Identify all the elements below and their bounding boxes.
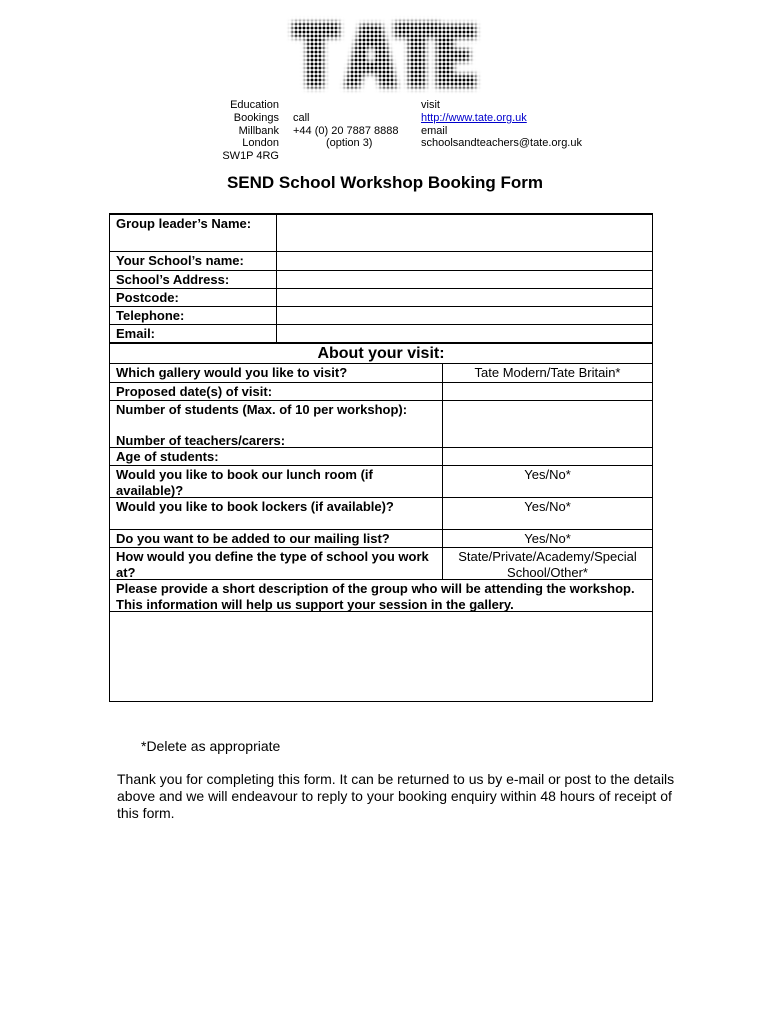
age-field[interactable] — [443, 448, 652, 465]
lunch-answer[interactable]: Yes/No* — [524, 467, 571, 482]
gallery-question: Which gallery would you like to visit? — [110, 364, 443, 382]
postcode-label: Postcode: — [110, 289, 277, 306]
age-row — [110, 448, 652, 466]
group-leader-field[interactable] — [277, 215, 652, 251]
email-field[interactable] — [277, 325, 652, 342]
students-question: Number of students (Max. of 10 per workshop): — [116, 402, 408, 417]
about-visit-heading: About your visit: — [317, 345, 445, 362]
address-block — [190, 99, 279, 163]
school-type-row — [110, 548, 652, 580]
dates-question: Proposed date(s) of visit: — [110, 383, 443, 400]
address-line: Education — [230, 99, 279, 111]
address-line: Millbank — [238, 124, 279, 137]
telephone-row — [110, 307, 652, 325]
phone-block — [293, 99, 413, 150]
gallery-answer[interactable]: Tate Modern/Tate Britain* — [474, 365, 621, 380]
numbers-field[interactable] — [443, 401, 652, 447]
description-prompt: Please provide a short description of the group who will be attending the workshop. This information will help us support your session in the gallery. — [116, 581, 635, 612]
postcode-row — [110, 289, 652, 307]
address-line: SW1P 4RG — [222, 150, 279, 163]
address-line: London — [242, 137, 279, 150]
school-address-row — [110, 271, 652, 289]
description-field[interactable] — [110, 612, 652, 701]
email-label: email — [421, 124, 448, 137]
phone-option: (option 3) — [326, 137, 373, 150]
lunch-row — [110, 466, 652, 498]
school-type-question: How would you define the type of school you work at? — [110, 548, 443, 579]
mailing-answer[interactable]: Yes/No* — [524, 531, 571, 546]
description-row — [110, 612, 652, 701]
telephone-field[interactable] — [277, 307, 652, 324]
numbers-question — [110, 401, 443, 447]
email-address: schoolsandteachers@tate.org.uk — [421, 137, 582, 150]
lockers-question: Would you like to book lockers (if available)? — [110, 498, 443, 529]
thanks-paragraph: Thank you for completing this form. It can be returned to us by e-mail or post to the details above and we will endeavour to reply to your booking enquiry within 48 hours of receipt of this form. — [117, 771, 675, 821]
school-name-label: Your School’s name: — [110, 252, 277, 270]
gallery-row — [110, 364, 652, 383]
description-prompt-row — [110, 580, 652, 612]
numbers-row — [110, 401, 652, 448]
mailing-row — [110, 530, 652, 548]
group-leader-row — [110, 215, 652, 252]
website-link[interactable]: http://www.tate.org.uk — [421, 111, 527, 124]
lockers-answer[interactable]: Yes/No* — [524, 499, 571, 514]
school-type-answer[interactable]: State/Private/Academy/Special School/Other* — [458, 549, 637, 580]
school-name-field[interactable] — [277, 252, 652, 270]
call-label: call — [293, 111, 310, 124]
web-block — [421, 99, 621, 150]
teachers-question: Number of teachers/carers: — [116, 432, 286, 448]
form-title: SEND School Workshop Booking Form — [226, 173, 544, 192]
telephone-label: Telephone: — [110, 307, 277, 324]
email-row — [110, 325, 652, 344]
lunch-question: Would you like to book our lunch room (if available)? — [110, 466, 443, 497]
school-address-label: School’s Address: — [110, 271, 277, 288]
school-address-field[interactable] — [277, 271, 652, 288]
lockers-row — [110, 498, 652, 530]
school-name-row — [110, 252, 652, 271]
booking-form — [109, 213, 653, 702]
about-visit-heading-row — [110, 344, 652, 364]
visit-label: visit — [421, 99, 440, 111]
mailing-question: Do you want to be added to our mailing list? — [110, 530, 443, 547]
age-question: Age of students: — [110, 448, 443, 465]
postcode-field[interactable] — [277, 289, 652, 306]
email-label: Email: — [110, 325, 277, 342]
group-leader-label: Group leader’s Name: — [110, 215, 277, 251]
phone-number: +44 (0) 20 7887 8888 — [293, 124, 399, 137]
dates-row — [110, 383, 652, 401]
tate-logo — [286, 14, 482, 100]
address-line: Bookings — [233, 111, 279, 124]
dates-field[interactable] — [443, 383, 652, 400]
footnote: *Delete as appropriate — [141, 738, 281, 754]
